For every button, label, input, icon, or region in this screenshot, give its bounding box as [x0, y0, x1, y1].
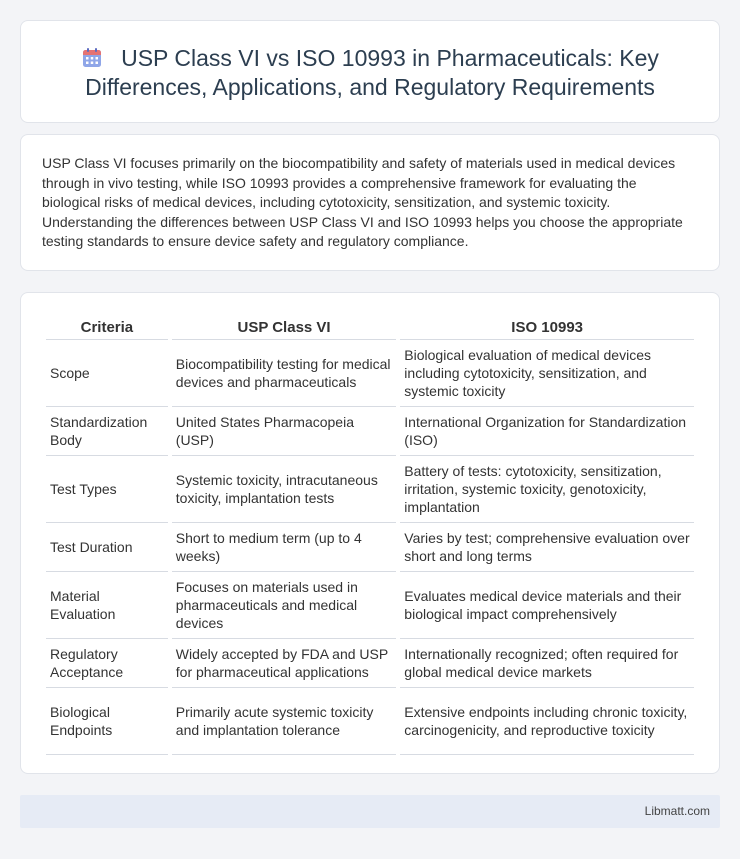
table-row: [46, 456, 694, 523]
usp-cell: Widely accepted by FDA and USP for pharmaceutical applications: [172, 639, 397, 688]
header-usp: USP Class VI: [172, 314, 397, 340]
iso-cell: Internationally recognized; often required for global medical device markets: [400, 639, 694, 688]
table-row: [46, 340, 694, 407]
iso-cell: Varies by test; comprehensive evaluation over short and long terms: [400, 523, 694, 572]
usp-cell: Short to medium term (up to 4 weeks): [172, 523, 397, 572]
criteria-cell: Regulatory Acceptance: [46, 639, 168, 688]
header-criteria: Criteria: [46, 314, 168, 340]
criteria-cell: Test Duration: [46, 523, 168, 572]
criteria-cell: Material Evaluation: [46, 572, 168, 639]
table-header-row: [46, 314, 694, 340]
comparison-card: [20, 292, 720, 774]
table-row: [46, 572, 694, 639]
page-title: USP Class VI vs ISO 10993 in Pharmaceuticals: Key Differences, Applications, and Regulatory Requirements: [85, 45, 659, 100]
footer-brand: Libmatt.com: [644, 804, 710, 818]
table-row: [46, 523, 694, 572]
iso-cell: Evaluates medical device materials and their biological impact comprehensively: [400, 572, 694, 639]
table-row: [46, 688, 694, 755]
iso-cell: Battery of tests: cytotoxicity, sensitization, irritation, systemic toxicity, genotoxicity, implantation: [400, 456, 694, 523]
intro-paragraph: USP Class VI focuses primarily on the biocompatibility and safety of materials used in medical devices through in vivo testing, while ISO 10993 provides a comprehensive framework for evaluating the biological risks of medical devices, including cytotoxicity, sensitization, and systemic toxicity. Understanding the differences between USP Class VI and ISO 10993 helps you choose the appropriate testing standards to ensure device safety and regulatory compliance.: [42, 155, 683, 249]
iso-cell: International Organization for Standardization (ISO): [400, 407, 694, 456]
criteria-cell: Biological Endpoints: [46, 688, 168, 755]
criteria-cell: Standardization Body: [46, 407, 168, 456]
calendar-icon: [81, 47, 103, 69]
usp-cell: Biocompatibility testing for medical devices and pharmaceuticals: [172, 340, 397, 407]
footer-bar: [20, 795, 720, 828]
comparison-table: [42, 314, 698, 755]
criteria-cell: Test Types: [46, 456, 168, 523]
header-iso: ISO 10993: [400, 314, 694, 340]
iso-cell: Extensive endpoints including chronic toxicity, carcinogenicity, and reproductive toxicity: [400, 688, 694, 755]
iso-cell: Biological evaluation of medical devices including cytotoxicity, sensitization, and systemic toxicity: [400, 340, 694, 407]
title-card: [20, 20, 720, 123]
criteria-cell: Scope: [46, 340, 168, 407]
usp-cell: United States Pharmacopeia (USP): [172, 407, 397, 456]
table-row: [46, 639, 694, 688]
usp-cell: Primarily acute systemic toxicity and implantation tolerance: [172, 688, 397, 755]
usp-cell: Focuses on materials used in pharmaceuticals and medical devices: [172, 572, 397, 639]
table-row: [46, 407, 694, 456]
intro-card: [20, 134, 720, 271]
page-title-wrap: [21, 44, 719, 102]
usp-cell: Systemic toxicity, intracutaneous toxicity, implantation tests: [172, 456, 397, 523]
